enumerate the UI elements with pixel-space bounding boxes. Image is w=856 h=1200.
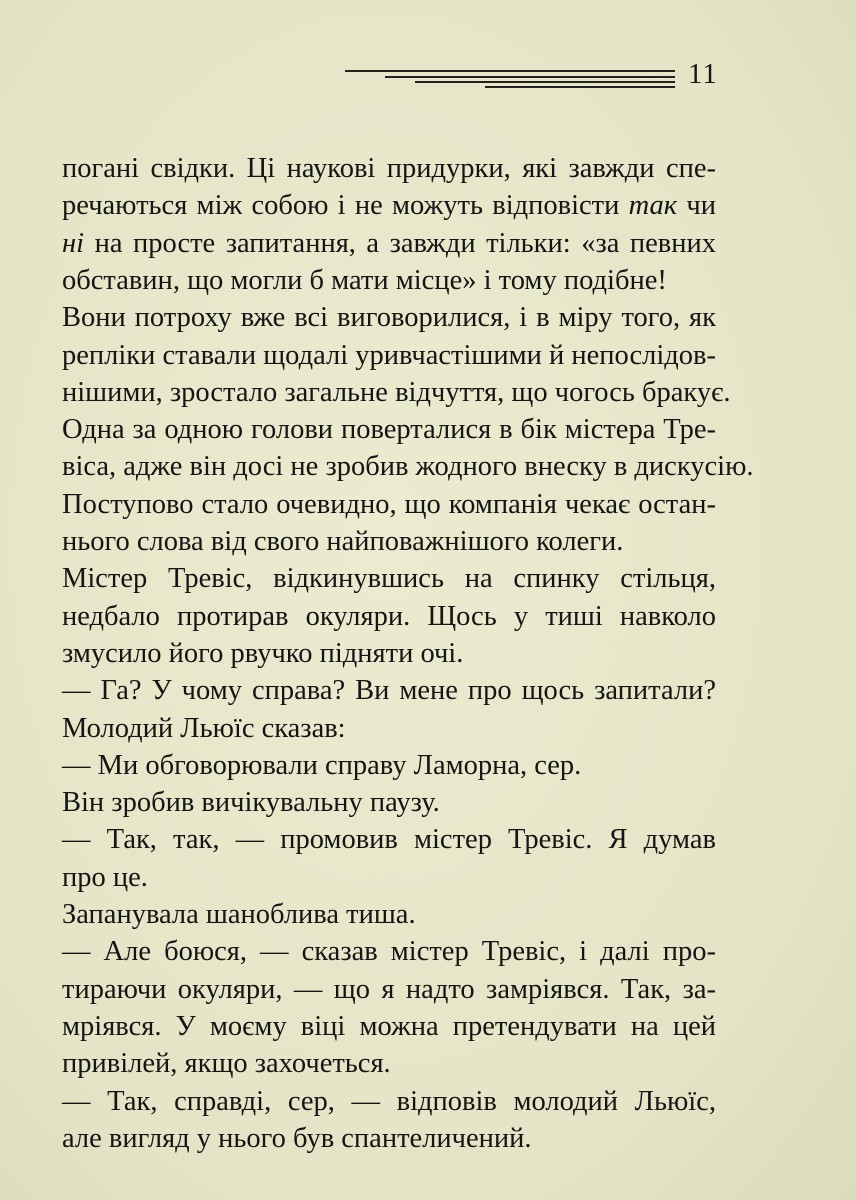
- text-line: [62, 1083, 716, 1121]
- text-line: [62, 598, 716, 636]
- text-line: [62, 299, 716, 337]
- text-run: Поступово стало очевидно, що компанія чекає остан-: [62, 488, 716, 520]
- text-run: — Так, так, — промовив містер Тревіс. Я думав: [62, 824, 716, 856]
- page-number: 11: [688, 58, 718, 90]
- text-line: [62, 1008, 716, 1046]
- text-line: [62, 1120, 716, 1158]
- text-run: обставин, що могли б мати місце» і тому подібне!: [62, 264, 667, 296]
- text-line: [62, 859, 716, 897]
- text-run: Містер Тревіс, відкинувшись на спинку стільця,: [62, 563, 716, 595]
- text-run: привілей, якщо захочеться.: [62, 1048, 391, 1080]
- text-line: [62, 150, 716, 188]
- text-line: [62, 896, 716, 934]
- text-run: Одна за одною голови поверталися в бік містера Тре-: [62, 414, 716, 446]
- text-line: [62, 523, 716, 561]
- text-run: тираючи окуляри, — що я надто замріявся. Так, за-: [62, 973, 716, 1005]
- text-run: Вони потроху вже всі виговорилися, і в міру того, як: [62, 302, 716, 334]
- text-run: — Га? У чому справа? Ви мене про щось запитали?: [62, 675, 716, 707]
- text-run: нього слова від свого найповажнішого колеги.: [62, 526, 624, 557]
- text-run: Запанувала шаноблива тиша.: [62, 899, 416, 930]
- text-run: але вигляд у нього був спантеличений.: [62, 1122, 532, 1154]
- text-run: — Ми обговорювали справу Ламорна, сер.: [62, 749, 582, 781]
- text-run: змусило його рвучко підняти очі.: [62, 637, 464, 669]
- text-line: [62, 710, 716, 748]
- text-line: [62, 262, 716, 300]
- text-line: [62, 933, 716, 971]
- text-run: мріявся. У моєму віці можна претендувати на цей: [62, 1010, 716, 1042]
- text-line: [62, 784, 716, 822]
- text-line: [62, 560, 716, 598]
- text-line: [62, 971, 716, 1009]
- text-line: [62, 374, 731, 412]
- text-line: [62, 747, 716, 785]
- text-line: [62, 672, 716, 710]
- italic-word: ні: [62, 227, 85, 259]
- text-run: — Але боюся, — сказав містер Тревіс, і далі про-: [62, 936, 716, 968]
- text-run: недбало протирав окуляри. Щось у тиші навколо: [62, 600, 716, 632]
- text-run: погані свідки. Ці наукові придурки, які завжди спе-: [62, 153, 716, 184]
- text-line: [62, 225, 716, 263]
- text-run: про це.: [62, 861, 148, 893]
- text-run: чи: [677, 190, 716, 222]
- text-run: репліки ставали щодалі уривчастішими й непослідов-: [62, 339, 716, 371]
- text-run: на просте запитання, а завжди тільки: «за певних: [84, 227, 716, 259]
- text-line: [62, 1045, 716, 1083]
- text-line: [62, 635, 716, 673]
- text-line: [62, 448, 754, 486]
- text-run: віса, адже він досі не зробив жодного внеску в дискусію.: [62, 451, 754, 483]
- text-run: нішими, зростало загальне відчуття, що чогось бракує.: [62, 376, 731, 408]
- text-run: Він зробив вичікувальну паузу.: [62, 787, 440, 819]
- text-line: [62, 821, 716, 859]
- text-line: [62, 486, 716, 524]
- text-run: Молодий Льюїс сказав:: [62, 712, 346, 744]
- italic-word: так: [628, 190, 678, 222]
- text-run: — Так, справді, сер, — відповів молодий Льюїс,: [62, 1085, 716, 1117]
- text-line: [62, 337, 716, 375]
- text-run: речаються між собою і не можуть відповісти: [62, 190, 629, 222]
- text-line: [62, 187, 716, 225]
- text-line: [62, 411, 716, 449]
